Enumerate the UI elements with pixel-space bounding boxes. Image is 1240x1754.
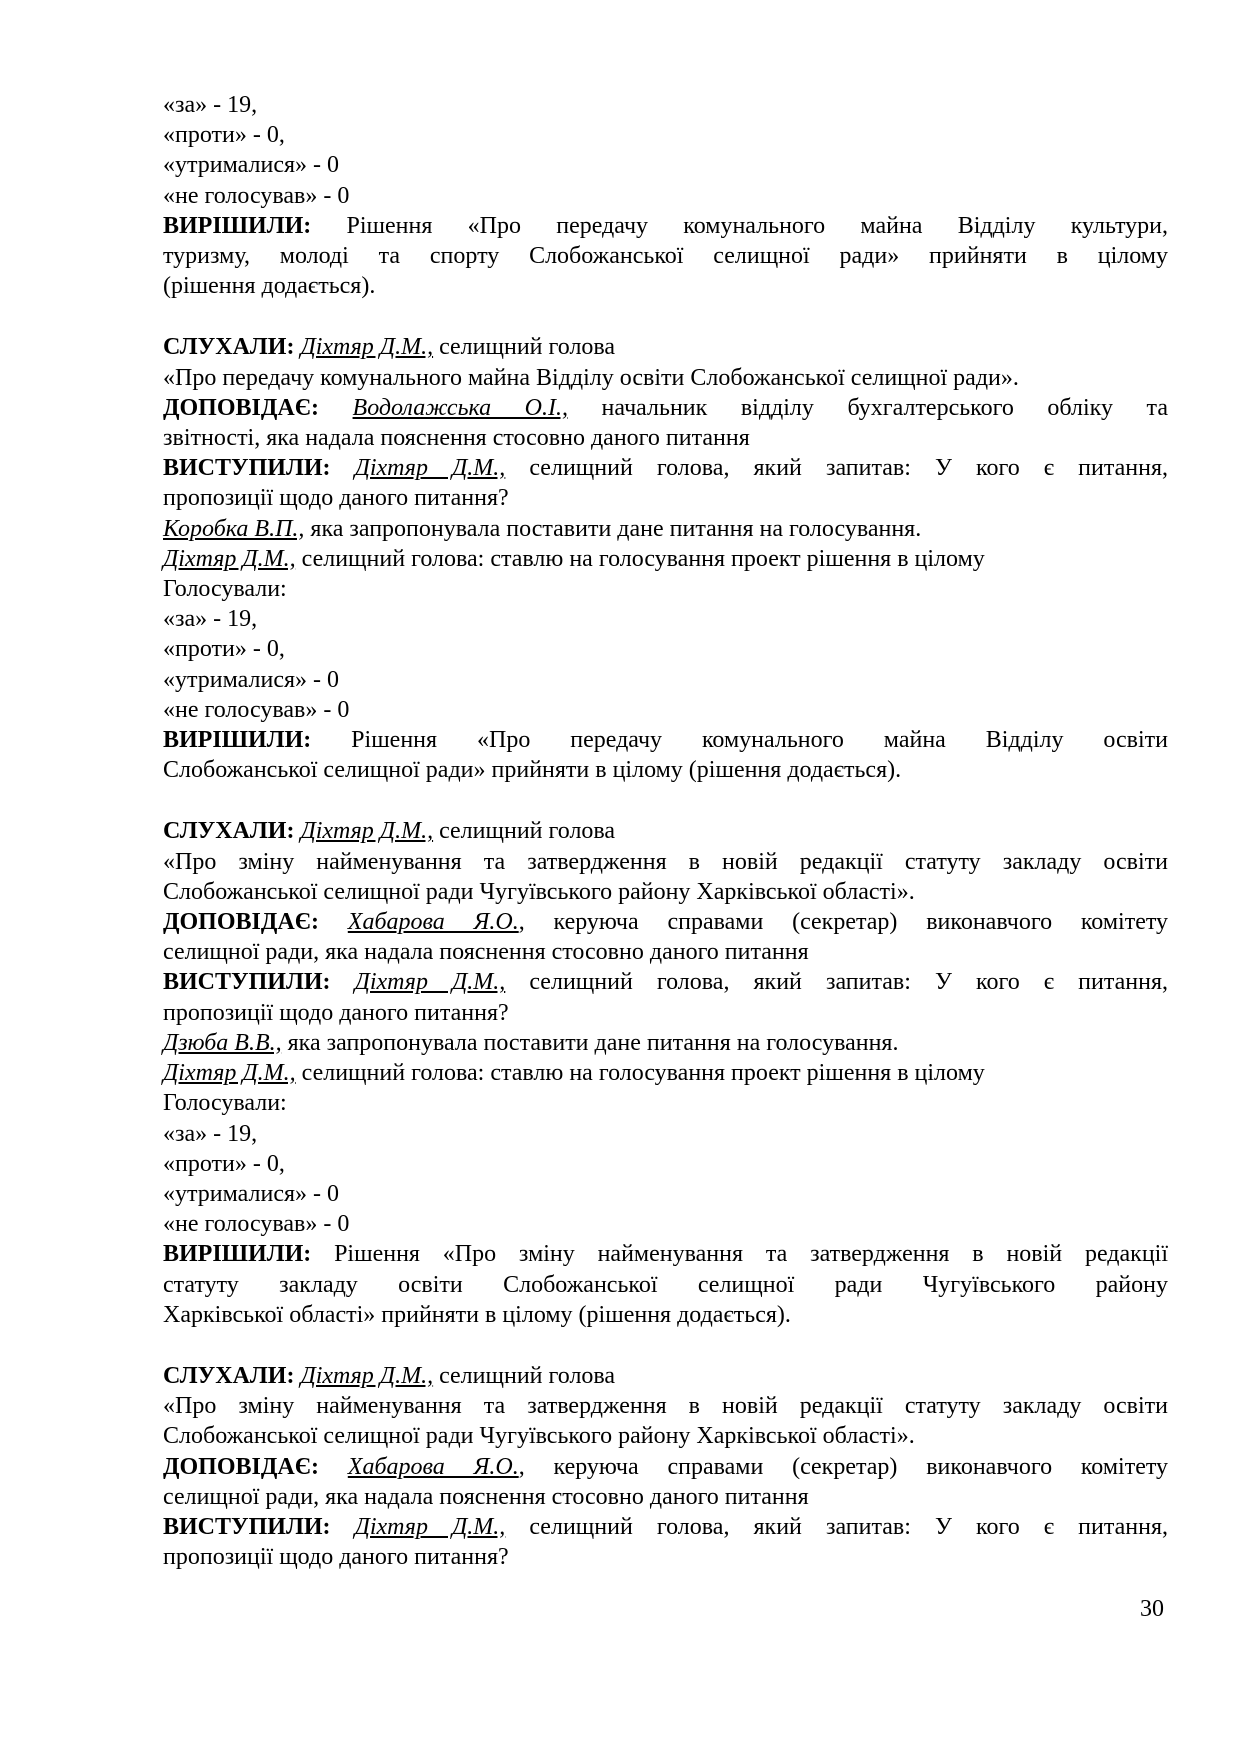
speakers-label: ВИСТУПИЛИ: [163, 455, 331, 482]
reporter-name: Хабарова Я.О. [347, 909, 519, 936]
reporter-line [163, 907, 1168, 937]
reporter-line [163, 393, 1168, 423]
vote-not-voted: «не голосував» - 0 [163, 182, 350, 209]
topic-title: Слобожанської селищної ради Чугуївського району Харківської області». [163, 878, 915, 905]
speaker-text: селищний голова, який запитав: У кого є питання, [505, 1513, 1169, 1540]
speaker-text: селищний голова, який запитав: У кого є питання, [505, 455, 1169, 482]
speakers-line [163, 453, 1168, 483]
speakers-line: пропозиції щодо даного питання? [163, 485, 509, 512]
topic-title: «Про зміну найменування та затвердження в новій редакції статуту закладу освіти [163, 1393, 1168, 1420]
proposal-text: яка запропонувала поставити дане питання на голосування. [281, 1029, 899, 1056]
chair-name: Діхтяр Д.М., [163, 1060, 296, 1087]
speakers-line [163, 1512, 1168, 1542]
reporter-label: ДОПОВІДАЄ: [163, 394, 319, 421]
decision-text: Рішення «Про зміну найменування та затвердження в новій редакції [311, 1241, 1168, 1268]
vote-not-voted: «не голосував» - 0 [163, 696, 350, 723]
vote-for: «за» - 19, [163, 1120, 258, 1147]
vote-against: «проти» - 0, [163, 636, 285, 663]
speaker-role: селищний голова [433, 334, 616, 361]
speaker-text: селищний голова, який запитав: У кого є питання, [505, 969, 1169, 996]
speaker-name: Діхтяр Д.М., [300, 818, 434, 845]
proposer-name: Коробка В.П., [163, 515, 305, 542]
vote-abstained: «утрималися» - 0 [163, 152, 340, 179]
speaker-name: Діхтяр Д.М., [300, 334, 434, 361]
speakers-line: пропозиції щодо даного питання? [163, 1544, 509, 1571]
decision-label: ВИРІШИЛИ: [163, 1241, 312, 1268]
vote-abstained: «утрималися» - 0 [163, 666, 340, 693]
proposal-line [163, 514, 1168, 544]
chair-text: селищний голова: ставлю на голосування проект рішення в цілому [295, 545, 985, 572]
heard-label: СЛУХАЛИ: [163, 818, 295, 845]
decision-line [163, 725, 1168, 755]
chair-line [163, 1058, 1168, 1088]
decision-line: (рішення додається). [163, 273, 376, 300]
reporter-role: , керуюча справами (секретар) виконавчого комітету [518, 909, 1169, 936]
heard-line [163, 1361, 1168, 1391]
proposal-text: яка запропонувала поставити дане питання на голосування. [304, 515, 922, 542]
heard-line [163, 332, 1168, 362]
decision-text: Рішення «Про передачу комунального майна Відділу освіти [311, 727, 1168, 754]
chair-line [163, 544, 1168, 574]
decision-text: Рішення «Про передачу комунального майна Відділу культури, [311, 212, 1168, 239]
decision-line: статуту закладу освіти Слобожанської селищної ради Чугуївського району [163, 1271, 1168, 1298]
decision-line: Харківської області» прийняти в цілому (рішення додається). [163, 1301, 791, 1328]
page-number: 30 [1140, 1596, 1164, 1622]
topic-title: «Про зміну найменування та затвердження в новій редакції статуту закладу освіти [163, 848, 1168, 875]
speaker-role: селищний голова [433, 1362, 616, 1389]
speaker-name: Діхтяр Д.М., [354, 969, 506, 996]
vote-header: Голосували: [163, 1090, 287, 1117]
vote-header: Голосували: [163, 576, 287, 603]
speakers-line [163, 967, 1168, 997]
reporter-line: звітності, яка надала пояснення стосовно даного питання [163, 425, 750, 452]
reporter-name: Хабарова Я.О. [347, 1453, 519, 1480]
speakers-line: пропозиції щодо даного питання? [163, 999, 509, 1026]
reporter-label: ДОПОВІДАЄ: [163, 1453, 319, 1480]
reporter-label: ДОПОВІДАЄ: [163, 909, 319, 936]
reporter-name: Водолажська О.І., [352, 394, 568, 421]
decision-label: ВИРІШИЛИ: [163, 727, 312, 754]
speakers-label: ВИСТУПИЛИ: [163, 1513, 331, 1540]
reporter-line: селищної ради, яка надала пояснення стосовно даного питання [163, 939, 809, 966]
topic-title: «Про передачу комунального майна Відділу освіти Слобожанської селищної ради». [163, 364, 1019, 391]
proposal-line [163, 1028, 1168, 1058]
speaker-role: селищний голова [433, 818, 616, 845]
speaker-name: Діхтяр Д.М., [354, 1513, 506, 1540]
vote-for: «за» - 19, [163, 606, 258, 633]
vote-not-voted: «не голосував» - 0 [163, 1211, 350, 1238]
speakers-label: ВИСТУПИЛИ: [163, 969, 331, 996]
chair-name: Діхтяр Д.М., [163, 545, 296, 572]
decision-line [163, 211, 1168, 241]
decision-line [163, 1239, 1168, 1269]
heard-label: СЛУХАЛИ: [163, 334, 295, 361]
heard-label: СЛУХАЛИ: [163, 1362, 295, 1389]
decision-label: ВИРІШИЛИ: [163, 212, 312, 239]
chair-text: селищний голова: ставлю на голосування проект рішення в цілому [295, 1060, 985, 1087]
reporter-role: , керуюча справами (секретар) виконавчого комітету [518, 1453, 1169, 1480]
reporter-role: начальник відділу бухгалтерського обліку та [568, 394, 1168, 421]
proposer-name: Дзюба В.В., [163, 1029, 282, 1056]
decision-line: Слобожанської селищної ради» прийняти в цілому (рішення додається). [163, 757, 902, 784]
heard-line [163, 816, 1168, 846]
vote-against: «проти» - 0, [163, 1150, 285, 1177]
topic-title: Слобожанської селищної ради Чугуївського району Харківської області». [163, 1423, 915, 1450]
vote-abstained: «утрималися» - 0 [163, 1180, 340, 1207]
vote-for: «за» - 19, [163, 92, 258, 118]
speaker-name: Діхтяр Д.М., [300, 1362, 434, 1389]
reporter-line: селищної ради, яка надала пояснення стосовно даного питання [163, 1483, 809, 1510]
vote-against: «проти» - 0, [163, 122, 285, 149]
speaker-name: Діхтяр Д.М., [354, 455, 506, 482]
reporter-line [163, 1452, 1168, 1482]
document-page [163, 90, 1168, 1572]
decision-line: туризму, молоді та спорту Слобожанської селищної ради» прийняти в цілому [163, 243, 1168, 270]
